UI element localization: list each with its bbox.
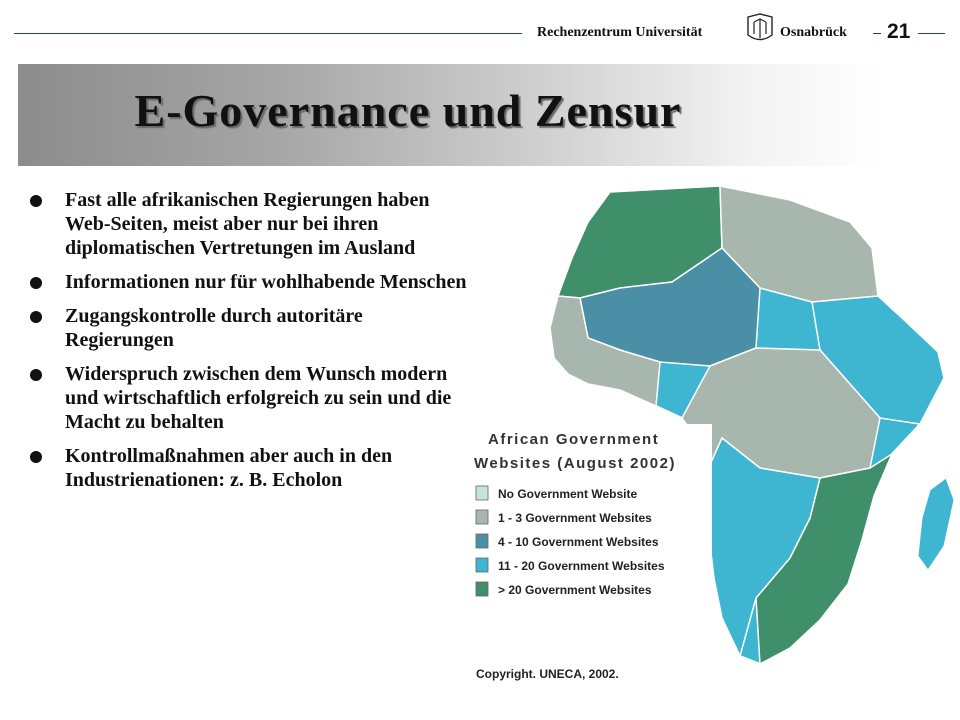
legend-swatch <box>476 510 488 524</box>
bullet-item <box>30 304 475 352</box>
bullet-text: Kontrollmaßnahmen aber auch in den Industrienationen: z. B. Echolon <box>65 445 393 491</box>
legend-item <box>476 558 665 573</box>
bullet-item <box>30 270 475 294</box>
africa-map <box>460 178 960 683</box>
bullet-dot-icon <box>30 369 42 381</box>
legend-swatch <box>476 486 488 500</box>
header-institution: Rechenzentrum Universität <box>537 25 703 40</box>
bullet-dot-icon <box>30 277 42 289</box>
legend-item <box>476 486 637 501</box>
university-logo-icon <box>745 13 775 45</box>
header-city: Osnabrück <box>780 25 847 40</box>
bullet-item <box>30 362 475 434</box>
legend-label: 1 - 3 Government Websites <box>498 511 652 525</box>
madagascar <box>918 478 954 570</box>
map-title-line1: African Government <box>488 431 660 448</box>
bullet-text: Fast alle afrikanischen Regierungen haben Web-Seiten, meist aber nur bei ihren diplomatischen Vertretungen im Ausland <box>65 189 430 259</box>
bullet-item <box>30 188 475 260</box>
page-number-dash <box>873 33 881 34</box>
legend-swatch <box>476 582 488 596</box>
map-title-line2: Websites (August 2002) <box>474 455 676 472</box>
legend-swatch <box>476 558 488 572</box>
slide-title: E-Governance und Zensur <box>134 85 682 136</box>
bullet-text: Zugangskontrolle durch autoritäre Regierungen <box>65 305 363 351</box>
header-line-right <box>918 33 945 34</box>
bullet-list <box>30 188 475 502</box>
legend-item <box>476 534 659 549</box>
legend-label: > 20 Government Websites <box>498 583 652 597</box>
bullet-dot-icon <box>30 451 42 463</box>
legend-label: 11 - 20 Government Websites <box>498 559 665 573</box>
bullet-item <box>30 444 475 492</box>
bullet-dot-icon <box>30 311 42 323</box>
legend-item <box>476 582 652 597</box>
header-line-left <box>14 33 522 34</box>
legend-label: No Government Website <box>498 487 638 501</box>
bullet-text: Informationen nur für wohlhabende Menschen <box>65 271 467 293</box>
bullet-dot-icon <box>30 195 42 207</box>
legend-swatch <box>476 534 488 548</box>
legend-item <box>476 510 652 525</box>
bullet-text: Widerspruch zwischen dem Wunsch modern und wirtschaftlich erfolgreich zu sein und die Macht zu behalten <box>65 363 452 433</box>
page-number: 21 <box>887 20 911 43</box>
legend-label: 4 - 10 Government Websites <box>498 535 659 549</box>
map-copyright: Copyright. UNECA, 2002. <box>476 667 619 681</box>
